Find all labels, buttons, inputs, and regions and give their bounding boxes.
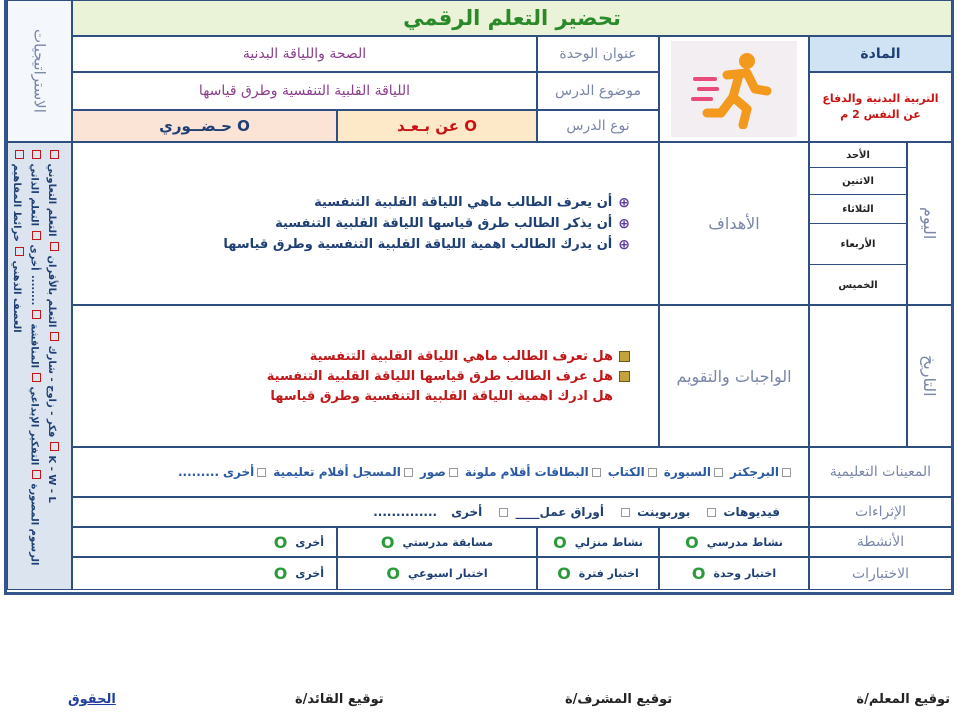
date-value[interactable] [809, 305, 907, 447]
strategy-item[interactable]: المناقشة [28, 309, 42, 368]
test-circle[interactable]: O [691, 564, 706, 583]
test-cell[interactable] [537, 557, 659, 590]
resource-item[interactable]: الكتاب [608, 465, 660, 479]
activity-cell[interactable] [537, 527, 659, 557]
activity-circle[interactable]: O [273, 532, 288, 552]
subject-value: التربية البدنية والدفاع عن النفس 2 م [809, 72, 952, 142]
page-title: تحضير التعلم الرقمي [72, 0, 952, 36]
day-item[interactable]: الأربعاء [810, 224, 906, 265]
activity-circle[interactable]: O [553, 532, 567, 552]
resource-item[interactable]: المسجل [353, 465, 416, 479]
enrich-item[interactable]: أخرى [451, 505, 483, 519]
enrich-label: الإثراءات [809, 497, 952, 527]
square-bullet-icon [619, 351, 630, 362]
activity-circle[interactable]: O [380, 532, 395, 552]
test-circle[interactable]: O [273, 564, 288, 583]
strategy-item[interactable]: الرسوم المصورة [28, 469, 42, 565]
test-circle[interactable]: O [386, 564, 401, 583]
strategy-item[interactable]: فكر - زاوج - شارك [45, 331, 59, 437]
activity-label: نشاط مدرسي [706, 535, 783, 549]
resource-item[interactable]: أفلام تعليمية [273, 465, 349, 479]
unit-label: عنوان الوحدة [537, 36, 659, 72]
teacher-signature: توقيع المعلم/ة [856, 692, 950, 707]
strategy-item[interactable]: K - W - L [45, 441, 59, 503]
activities-label: الأنشطة [809, 527, 952, 557]
inperson-option[interactable]: حـضــوري O [72, 110, 337, 142]
supervisor-signature: توقيع المشرف/ة [565, 692, 673, 707]
activity-circle[interactable]: O [685, 532, 699, 552]
day-item[interactable]: الخميس [838, 279, 878, 291]
day-item[interactable]: الاثنين [810, 168, 906, 195]
resource-item[interactable]: أخرى [223, 465, 269, 479]
resource-item[interactable]: البرجكتر [730, 465, 794, 479]
lesson-value: اللياقة القلبية التنفسية وطرق قياسها [72, 72, 537, 110]
eval-question: هل تعرف الطالب ماهي اللياقة القلبية التنفسية [310, 349, 630, 364]
strategy-item[interactable]: خرائط المفاهيم [10, 149, 24, 242]
enrich-item[interactable]: فيديوهات [704, 505, 780, 519]
strategies-label: الاستراتيجيات [30, 29, 49, 113]
remote-option[interactable]: عن بـعـد O [337, 110, 537, 142]
enrich-list [72, 497, 809, 527]
subject-label: المادة [809, 36, 952, 72]
tests-label: الاختبارات [809, 557, 952, 590]
day-item[interactable]: الأحد [810, 143, 906, 168]
test-circle[interactable]: O [557, 564, 571, 583]
strategies-list [7, 142, 72, 590]
enrich-item[interactable]: أوراق عمل____ [496, 505, 604, 519]
goal-item: ⊕ أن يدرك الطالب اهمية اللياقة القلبية التنفسية وطرق قياسها [223, 236, 630, 253]
test-cell[interactable] [337, 557, 537, 590]
test-label: أخرى [295, 567, 324, 580]
activity-cell[interactable] [337, 527, 537, 557]
strategy-item[interactable]: العصف الذهني [10, 246, 24, 333]
leader-signature: توقيع القائد/ة [295, 692, 384, 707]
strategy-item[interactable]: أخرى [28, 230, 42, 271]
date-label: التاريخ [920, 355, 939, 397]
goals-label: الأهداف [659, 142, 809, 305]
resource-item[interactable]: صور [420, 465, 461, 479]
resources-label: المعينات التعليمية [809, 447, 952, 497]
test-cell[interactable] [72, 557, 337, 590]
goals-list [72, 142, 659, 305]
activity-label: نشاط منزلي [574, 535, 643, 549]
activity-label: أخرى [295, 535, 324, 549]
test-cell[interactable] [659, 557, 809, 590]
square-bullet-icon [619, 371, 630, 382]
goal-item: ⊕ أن يعرف الطالب ماهي اللياقة القلبية التنفسية [314, 194, 630, 211]
test-label: اختبار فترة [578, 567, 639, 580]
enrich-item: .............. [373, 505, 438, 519]
activity-cell[interactable] [659, 527, 809, 557]
date-header [907, 305, 952, 447]
day-item[interactable]: الثلاثاء [810, 195, 906, 224]
test-label: اختبار اسبوعي [408, 567, 488, 580]
strategy-item[interactable]: التعلم الذاتي [28, 149, 42, 226]
days-list [809, 142, 907, 305]
evaluation-label: الواجبات والتقويم [659, 305, 809, 447]
goal-item: ⊕ أن يذكر الطالب طرق قياسها اللياقة القلبية التنفسية [275, 215, 630, 232]
strategy-item[interactable]: التفكير الإبداعي [28, 372, 42, 465]
resource-item[interactable]: السبورة [664, 465, 726, 479]
crosshair-bullet-icon: ⊕ [618, 194, 630, 211]
test-label: اختبار وحدة [713, 567, 777, 580]
resource-item[interactable]: البطاقات [535, 465, 604, 479]
evaluation-list [72, 305, 659, 447]
running-icon [671, 41, 797, 137]
eval-question: هل ادرك اهمية اللياقة القلبية التنفسية وطرق قياسها [270, 388, 613, 404]
resource-item: ......... [177, 465, 219, 479]
subject-image-box [659, 36, 809, 142]
lesson-type-label: نوع الدرس [537, 110, 659, 142]
activity-cell[interactable] [72, 527, 337, 557]
day-header [907, 142, 952, 305]
crosshair-bullet-icon: ⊕ [618, 236, 630, 253]
activity-label: مسابقة مدرستي [402, 535, 494, 549]
resources-list [72, 447, 809, 497]
eval-question: هل عرف الطالب طرق قياسها اللياقة القلبية التنفسية [267, 369, 630, 384]
enrich-item[interactable]: بوربوينت [618, 505, 690, 519]
day-label: اليوم [920, 207, 939, 240]
lesson-label: موضوع الدرس [537, 72, 659, 110]
strategy-item: ........ [29, 274, 40, 305]
strategies-header [7, 0, 72, 142]
resource-item[interactable]: أقلام ملونة [464, 465, 531, 479]
rights-link[interactable]: الحقوق [68, 692, 116, 707]
crosshair-bullet-icon: ⊕ [618, 215, 630, 232]
strategy-item[interactable]: التعلم التعاوني [45, 149, 59, 237]
strategy-item[interactable]: التعلم بالأقران [45, 241, 59, 328]
unit-value: الصحة واللياقة البدنية [72, 36, 537, 72]
